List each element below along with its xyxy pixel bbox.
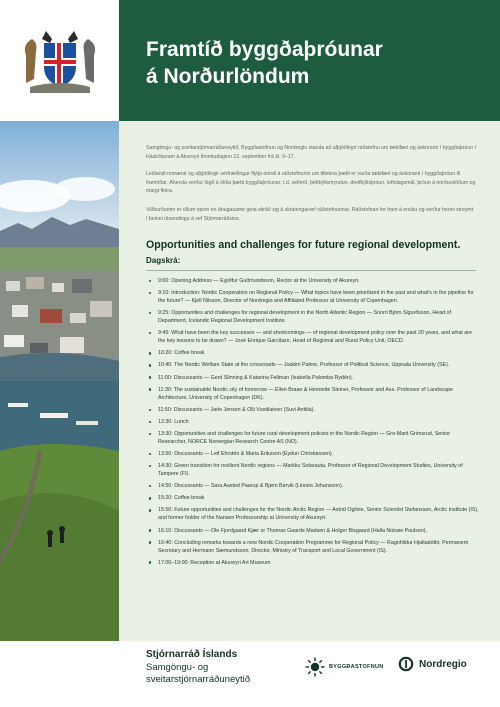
byggdastofnun-label: BYGGÐASTOFNUN <box>329 664 384 670</box>
agenda-item: 15:20: Coffee break <box>146 494 480 502</box>
agenda-item: 9:25: Opportunities and challenges for regional development in the North Atlantic Region — Snorri Björn Sigurðsson, Head of Department, Icelandic Regional Development Institute. <box>146 309 480 325</box>
akureyri-harbor-photo <box>0 121 119 641</box>
nordregio-label: Nordregio <box>419 658 467 670</box>
agenda-item: 13:50: Discussants — Leif Ehrstén & Maria Eriksson (Eydun Christiansen). <box>146 450 480 458</box>
ministry-department-line-2: sveitarstjórnarráðuneytið <box>146 674 251 685</box>
agenda-item: 17:00–19:00: Reception at Akureyri Art Museum <box>146 559 480 567</box>
agenda-divider <box>146 270 476 271</box>
title-line-1: Framtíð byggðaþróunar <box>146 38 383 61</box>
page-title <box>146 36 383 90</box>
agenda-item: 14:30: Green transition for resilient Nordic regions — Markku Sotarauta, Professor of Regional Development Studies, University of Tampere (FI). <box>146 462 480 478</box>
intro-paragraph-3: Viðburðurinn er öllum opinn en áhugasamir geta skráð sig á skráningarvef ráðstefnunnar. Ráðstefnan fer fram á ensku og verður henni streymt í beinni útsendingu á vef Stjórnarráðsins. <box>146 207 474 222</box>
agenda-item: 13:30: Opportunities and challenges for future rural development policies in the Nordic Region — Gro-Marit Grimsrud, Senior Researcher, NORCE Norwegian Research Centre AS (NO). <box>146 430 480 446</box>
intro-paragraph-2: Leiðandi norrænir og alþjóðlegir sérfræðingar flytja erindi á ráðstefnunni um tiltekna þætti er varða tækifæri og áskoranir í byggðaþróun til framtíðar. Áhersla verður lögð á ólíka þætti byggðaþróunar, t.d. velferð, þéttbýlismyndun, dreifbýlisþróun, loftslagsmál, þróun á norðurslóðum og margt fleira. <box>146 171 476 195</box>
agenda-item: 11:00: Discussants — Gerd Slinning & Katarina Fellman (Isabella Palomba Rydén). <box>146 374 480 382</box>
nordregio-ring-icon <box>398 656 414 672</box>
agenda-item: 9:00: Opening Address — Eyjólfur Guðmundsson, Rector at the University of Akureyri. <box>146 277 480 285</box>
coat-of-arms-icon <box>20 25 100 97</box>
agenda-item: 12:30: Lunch <box>146 418 480 426</box>
agenda-heading: Dagskrá: <box>146 256 181 265</box>
agenda-item: 11:30: The sustainable Nordic city of tomorrow — Ellen Braae & Henriette Steiner, Professor and Ass. Professor of Landscape Architecture, University of Copenhagen (DK). <box>146 386 480 402</box>
iceland-coat-of-arms-logo <box>0 0 119 121</box>
byggdastofnun-logo <box>305 657 384 677</box>
agenda-item: 15:50: Future opportunities and challenges for the Nordic Arctic Region — Astrid Ogilvie, Senior Scientist Stefansson, Arctic Institute (IS), and former holder of the Nansen Professorship at University of Akureyri. <box>146 506 480 522</box>
agenda-list <box>146 277 480 571</box>
agenda-item: 16:10: Discussants — Ole Fjordgaard Kjær or Thomas Gaarde Madsen & Holger Bisgaard (Halla Nolsøe Poulsen). <box>146 527 480 535</box>
ministry-department <box>146 662 250 686</box>
intro-paragraph-1: Samgöngu- og sveitarstjórnarráðuneytið, Byggðastofnun og Nordregio standa að alþjóðlegri ráðstefnu um tækifæri og áskoranir í byggðaþróun í Háskólanum á Akureyri fimmtudaginn 12. september frá kl. 9–17. <box>146 145 476 160</box>
agenda-item: 10:20: Coffee break <box>146 349 480 357</box>
ministry-department-line-1: Samgöngu- og <box>146 662 209 673</box>
agenda-item: 14:50: Discussants — Sara Aasted Paarup & Bjørn Barvik (Linnéa Johansson). <box>146 482 480 490</box>
agenda-item: 16:40: Concluding remarks towards a new Nordic Cooperation Programme for Regional Policy — Ragnhildur Hjaltadóttir, Permanent Secretary and Hermann Sæmundsson, Director, Ministry of Transport and Local Government (IS). <box>146 539 480 555</box>
ministry-name: Stjórnarráð Íslands <box>146 649 238 660</box>
byggdastofnun-sun-icon <box>305 657 325 677</box>
conference-subtitle: Opportunities and challenges for future regional development. <box>146 239 461 251</box>
harbor-photo-illustration <box>0 121 119 641</box>
agenda-item: 10:40: The Nordic Welfare State at the crossroads — Joakim Palme, Professor of Political Science, Uppsala University (SE). <box>146 361 480 369</box>
nordregio-logo <box>398 656 467 672</box>
agenda-item: 9:45: What have been the key successes — and shortcomings — of regional development policy over the past 20 years, and what are the key lessons to be drawn? — José Enrique Garcilazo, Head of Regional and Rural Policy Unit, OECD. <box>146 329 480 345</box>
agenda-item: 9:10: Introduction: Nordic Cooperation on Regional Policy — What topics have been prioritized in the past and what's in the pipeline for the future? — Kjell Nilsson, Director of Nordregio and Affiliated Professor at University of Copenhagen. <box>146 289 480 305</box>
title-line-2: á Norðurlöndum <box>146 65 310 88</box>
header-banner <box>0 0 500 121</box>
agenda-item: 11:50: Discussants — Jarle Jensen & Olli Vuotilainen (Suvi Anttila). <box>146 406 480 414</box>
